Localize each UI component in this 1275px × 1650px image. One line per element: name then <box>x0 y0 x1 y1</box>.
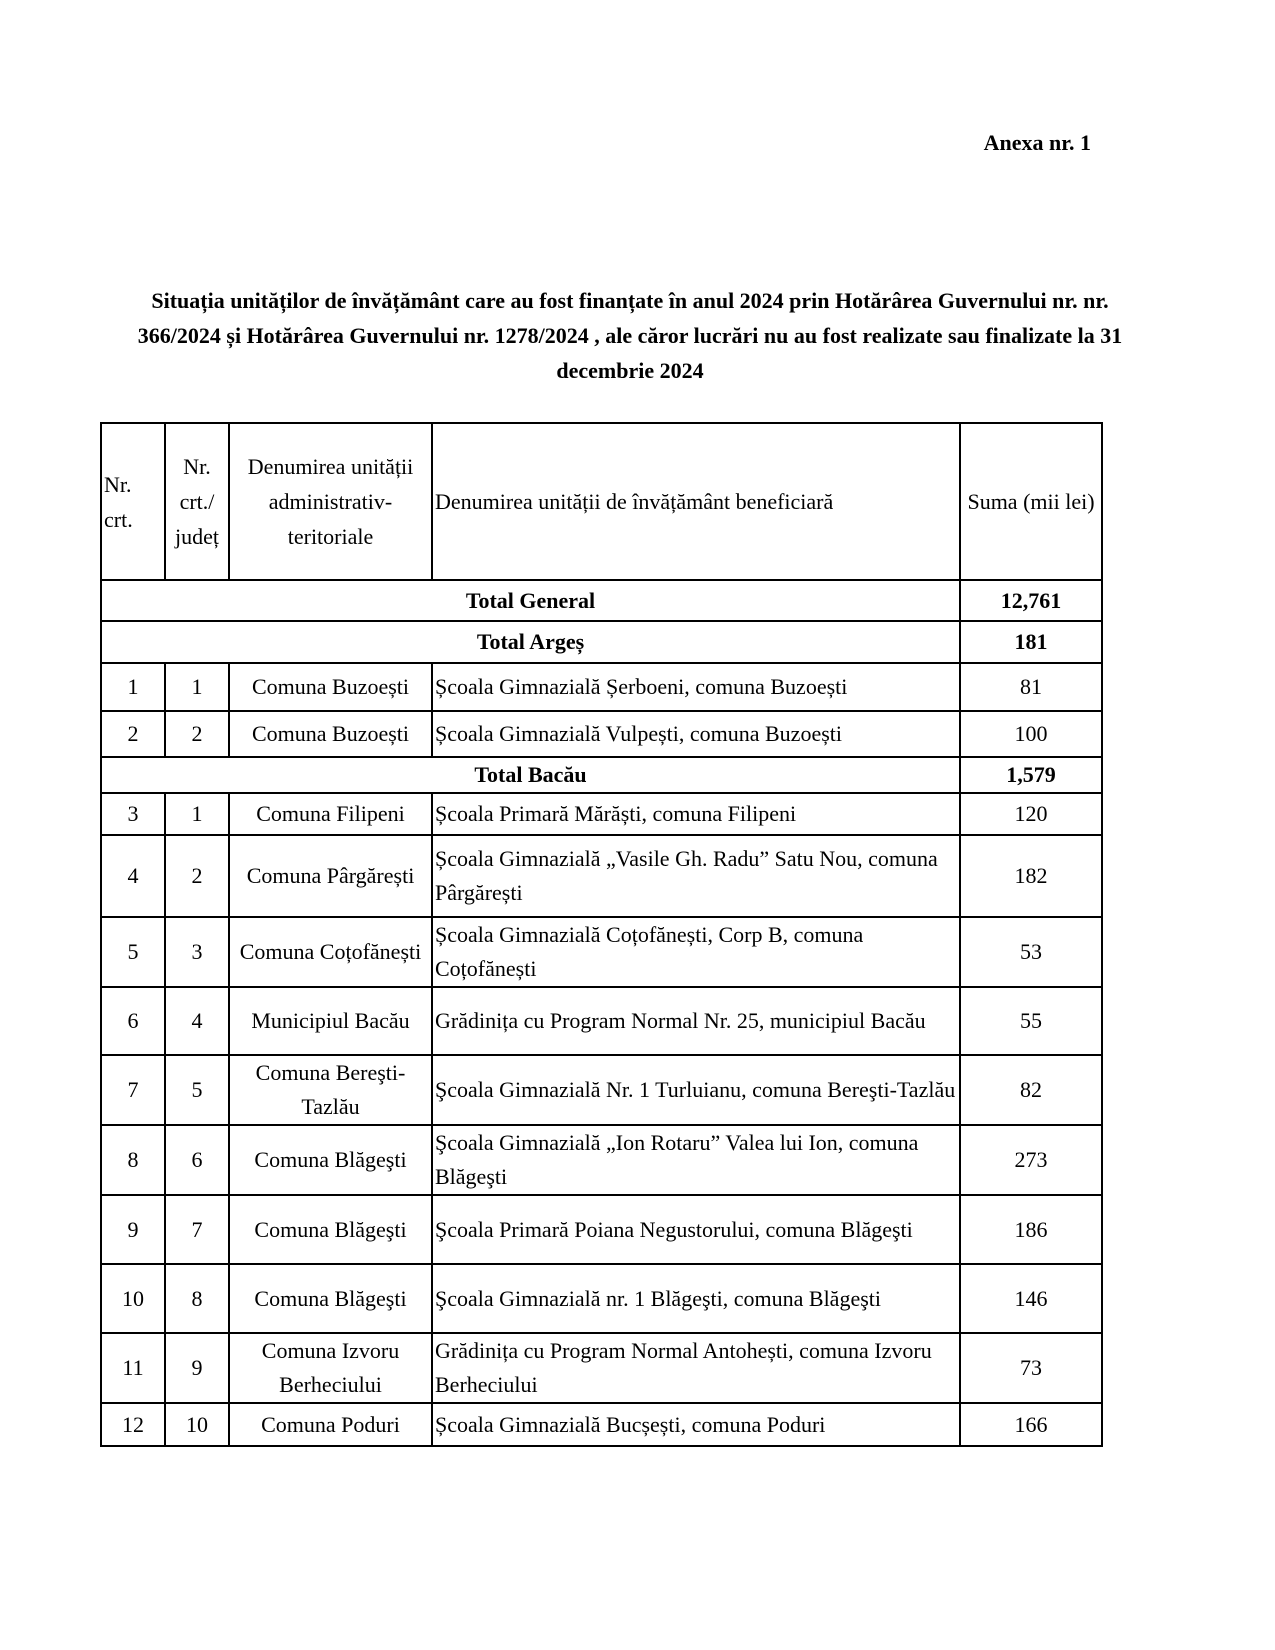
uat-name: Comuna Blăgeşti <box>229 1195 432 1264</box>
header-sum: Suma (mii lei) <box>960 423 1102 580</box>
nr-judet: 2 <box>165 835 229 917</box>
header-uat: Denumirea unității administrativ-teritoriale <box>229 423 432 580</box>
sum: 53 <box>960 917 1102 987</box>
total-sum: 12,761 <box>960 580 1102 621</box>
table-row <box>101 793 1102 835</box>
nr-crt: 3 <box>101 793 165 835</box>
nr-crt: 9 <box>101 1195 165 1264</box>
unit-name: Grădinița cu Program Normal Antohești, comuna Izvoru Berheciului <box>432 1333 960 1403</box>
uat-name: Comuna Filipeni <box>229 793 432 835</box>
document-title: Situația unităților de învățământ care au fost finanțate în anul 2024 prin Hotărârea Guvernului nr. nr. 366/2024 și Hotărârea Guvernului nr. 1278/2024 , ale căror lucrări nu au fost realizate sau finalizate la 31 decembrie 2024 <box>137 288 1123 383</box>
table-row <box>101 663 1102 711</box>
nr-judet: 6 <box>165 1125 229 1195</box>
unit-name: Școala Gimnazială Șerboeni, comuna Buzoești <box>432 663 960 711</box>
total-label: Total Bacău <box>101 757 960 793</box>
sum: 81 <box>960 663 1102 711</box>
sum: 120 <box>960 793 1102 835</box>
uat-name: Comuna Coțofănești <box>229 917 432 987</box>
table-row <box>101 1333 1102 1403</box>
sum: 82 <box>960 1055 1102 1125</box>
total-row <box>101 580 1102 621</box>
sum: 55 <box>960 987 1102 1055</box>
uat-name: Comuna Blăgeşti <box>229 1125 432 1195</box>
sum: 186 <box>960 1195 1102 1264</box>
uat-name: Comuna Buzoești <box>229 663 432 711</box>
total-label: Total Argeș <box>101 621 960 663</box>
header-nr-judet: Nr. crt./ județ <box>165 423 229 580</box>
table-row <box>101 917 1102 987</box>
table-row <box>101 835 1102 917</box>
unit-name: Școala Gimnazială Vulpești, comuna Buzoești <box>432 711 960 757</box>
unit-name: Şcoala Gimnazială „Ion Rotaru” Valea lui Ion, comuna Blăgeşti <box>432 1125 960 1195</box>
nr-crt: 1 <box>101 663 165 711</box>
total-sum: 1,579 <box>960 757 1102 793</box>
nr-crt: 12 <box>101 1403 165 1446</box>
uat-name: Comuna Bereşti-Tazlău <box>229 1055 432 1125</box>
nr-judet: 9 <box>165 1333 229 1403</box>
nr-crt: 8 <box>101 1125 165 1195</box>
uat-name: Comuna Buzoești <box>229 711 432 757</box>
nr-crt: 2 <box>101 711 165 757</box>
table-row <box>101 1403 1102 1446</box>
unit-name: Şcoala Gimnazială Nr. 1 Turluianu, comuna Bereşti-Tazlău <box>432 1055 960 1125</box>
nr-judet: 7 <box>165 1195 229 1264</box>
nr-crt: 11 <box>101 1333 165 1403</box>
schools-table <box>100 422 1103 1447</box>
table-row <box>101 1195 1102 1264</box>
table-row <box>101 987 1102 1055</box>
table-row <box>101 1125 1102 1195</box>
sum: 100 <box>960 711 1102 757</box>
header-unit: Denumirea unității de învățământ beneficiară <box>432 423 960 580</box>
uat-name: Comuna Poduri <box>229 1403 432 1446</box>
nr-judet: 5 <box>165 1055 229 1125</box>
sum: 273 <box>960 1125 1102 1195</box>
sum: 182 <box>960 835 1102 917</box>
unit-name: Grădinița cu Program Normal Nr. 25, municipiul Bacău <box>432 987 960 1055</box>
total-label: Total General <box>101 580 960 621</box>
unit-name: Şcoala Gimnazială nr. 1 Blăgeşti, comuna Blăgeşti <box>432 1264 960 1333</box>
header-nr-crt: Nr. crt. <box>101 423 165 580</box>
nr-crt: 4 <box>101 835 165 917</box>
total-row <box>101 757 1102 793</box>
uat-name: Comuna Pârgărești <box>229 835 432 917</box>
uat-name: Comuna Izvoru Berheciului <box>229 1333 432 1403</box>
table-row <box>101 1055 1102 1125</box>
table-header-row <box>101 423 1102 580</box>
nr-judet: 4 <box>165 987 229 1055</box>
nr-judet: 8 <box>165 1264 229 1333</box>
unit-name: Școala Gimnazială „Vasile Gh. Radu” Satu Nou, comuna Pârgărești <box>432 835 960 917</box>
unit-name: Școala Gimnazială Coțofănești, Corp B, comuna Coțofănești <box>432 917 960 987</box>
nr-judet: 1 <box>165 663 229 711</box>
total-row <box>101 621 1102 663</box>
nr-judet: 2 <box>165 711 229 757</box>
nr-judet: 3 <box>165 917 229 987</box>
unit-name: Şcoala Primară Poiana Negustorului, comuna Blăgeşti <box>432 1195 960 1264</box>
nr-judet: 1 <box>165 793 229 835</box>
nr-judet: 10 <box>165 1403 229 1446</box>
uat-name: Comuna Blăgeşti <box>229 1264 432 1333</box>
table-row <box>101 711 1102 757</box>
sum: 73 <box>960 1333 1102 1403</box>
nr-crt: 5 <box>101 917 165 987</box>
sum: 166 <box>960 1403 1102 1446</box>
table-row <box>101 1264 1102 1333</box>
nr-crt: 6 <box>101 987 165 1055</box>
total-sum: 181 <box>960 621 1102 663</box>
nr-crt: 10 <box>101 1264 165 1333</box>
annex-label: Anexa nr. 1 <box>983 130 1091 155</box>
unit-name: Școala Gimnazială Bucșești, comuna Poduri <box>432 1403 960 1446</box>
nr-crt: 7 <box>101 1055 165 1125</box>
sum: 146 <box>960 1264 1102 1333</box>
uat-name: Municipiul Bacău <box>229 987 432 1055</box>
unit-name: Școala Primară Mărăști, comuna Filipeni <box>432 793 960 835</box>
